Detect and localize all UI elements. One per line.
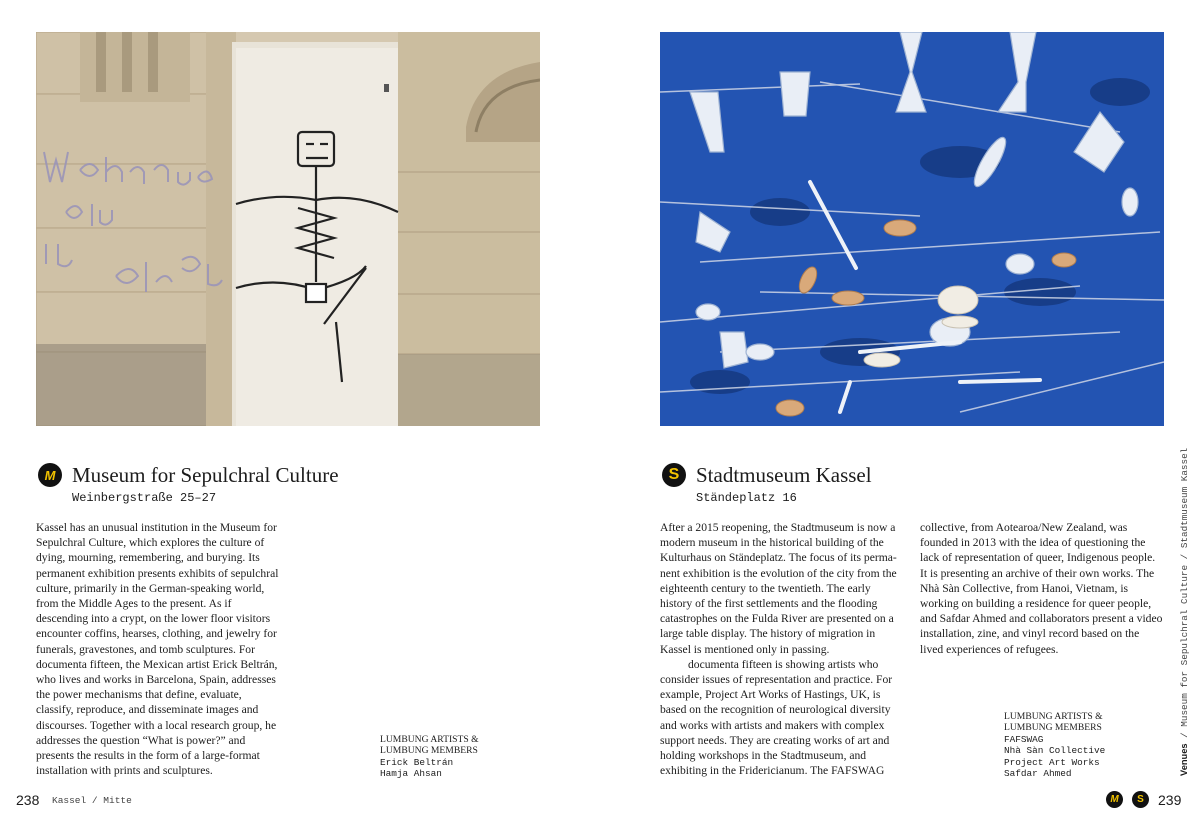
- page-number-left: 238: [16, 792, 40, 808]
- venue-address-stadtmuseum: Ständeplatz 16: [696, 491, 797, 505]
- venue-address-sepulchral: Weinbergstraße 25–27: [72, 491, 217, 505]
- photo-stadtmuseum-installation-image: [660, 32, 1164, 426]
- credit-name: FAFSWAG: [1004, 733, 1044, 745]
- paragraph: collective, from Aotearoa/New Zealand, was founded in 2013 with the idea of questioning the lack of representation of queer, Indigenous people. It is presenting an archive of their own works. The Nhà Sàn Collective, from Hanoi, Vietnam, is working on building a residence for queer people, and Safdar Ahmed and collaborators present a video installation, zine, and vinyl record based on the lived experiences of refugees.: [920, 521, 1163, 656]
- running-head: Kassel / Mitte: [52, 795, 132, 806]
- credit-name: Project Art Works: [1004, 756, 1100, 768]
- side-tab-path: / Museum for Sepulchral Culture / Stadtmuseum Kassel: [1179, 447, 1190, 744]
- credits-label: LUMBUNG ARTISTS &: [380, 734, 479, 745]
- credits-label: LUMBUNG MEMBERS: [1004, 722, 1102, 734]
- credit-name: Nhà Sàn Collective: [1004, 745, 1106, 757]
- side-tab-section: Venues: [1179, 743, 1189, 776]
- body-text-stadtmuseum-col1: [660, 520, 904, 778]
- photo-sepulchral-museum-door: [36, 32, 540, 426]
- page-number-right: 239: [1158, 792, 1182, 808]
- stadtmuseum-kassel-icon: S: [662, 463, 686, 487]
- credits-stadtmuseum: [1004, 711, 1105, 779]
- section-side-tab: [1178, 448, 1191, 776]
- museum-sepulchral-culture-icon: M: [1106, 791, 1123, 808]
- credit-name: Hamja Ahsan: [380, 768, 442, 780]
- photo-sepulchral-museum-door-image: [36, 32, 540, 426]
- credits-sepulchral: [380, 734, 479, 780]
- credits-label: LUMBUNG MEMBERS: [380, 745, 478, 757]
- body-text-sepulchral: [36, 520, 280, 778]
- stadtmuseum-kassel-icon: S: [1132, 791, 1149, 808]
- credit-name: Erick Beltrán: [380, 756, 454, 768]
- paragraph: Kassel has an unusual institution in the Museum for Sepulchral Culture, which explores the culture of dying, mourning, remembering, and burying. Its permanent exhibition presents exhibits of sepulchral culture, primarily in the German-speaking world, from the Middle Ages to the present. As if descending into a crypt, on the lower floor visitors encounter coffins, hearses, clothing, and jewelry for funerals, gravestones, and tomb sculptures. For documenta fifteen, the Mexican artist Erick Beltrán, who lives and works in Barcelona, Spain, addresses the power mechanisms that define, evaluate, classify, reproduce, and disseminate images and discourses. Together with a local research group, he addresses the question “What is power?” and presents the results in the form of a large-format installation with prints and sculptures.: [36, 521, 279, 778]
- museum-sepulchral-culture-icon: M: [38, 463, 62, 487]
- credits-label: LUMBUNG ARTISTS &: [1004, 711, 1103, 722]
- body-text-stadtmuseum-col2: [920, 520, 1164, 657]
- photo-stadtmuseum-installation: [660, 32, 1164, 426]
- credit-name: Safdar Ahmed: [1004, 768, 1072, 780]
- venue-title-stadtmuseum: Stadtmuseum Kassel: [696, 463, 872, 487]
- venue-title-sepulchral: Museum for Sepulchral Culture: [72, 463, 339, 487]
- paragraph: documenta fifteen is showing artists who consider issues of representation and practice. For example, Project Art Works of Hastings, UK, is based on the recognition of neurological diversity and works with artists and makers with complex support needs. They are creating works of art and holding workshops in the Stadtmuseum, and exhibiting in the Fridericianum. The FAFSWAG: [660, 657, 893, 778]
- paragraph: After a 2015 reopening, the Stadtmuseum is now a modern museum in the historical building of the Kulturhaus on Ständeplatz. The focus of its permanent exhibition is the evolution of the city from the eighteenth century to the twentieth. The early history of the first settlements and the flooding catastrophes on the Fulda River are presented on a large table display. The history of migration in Kassel is mentioned only in passing.: [660, 521, 897, 656]
